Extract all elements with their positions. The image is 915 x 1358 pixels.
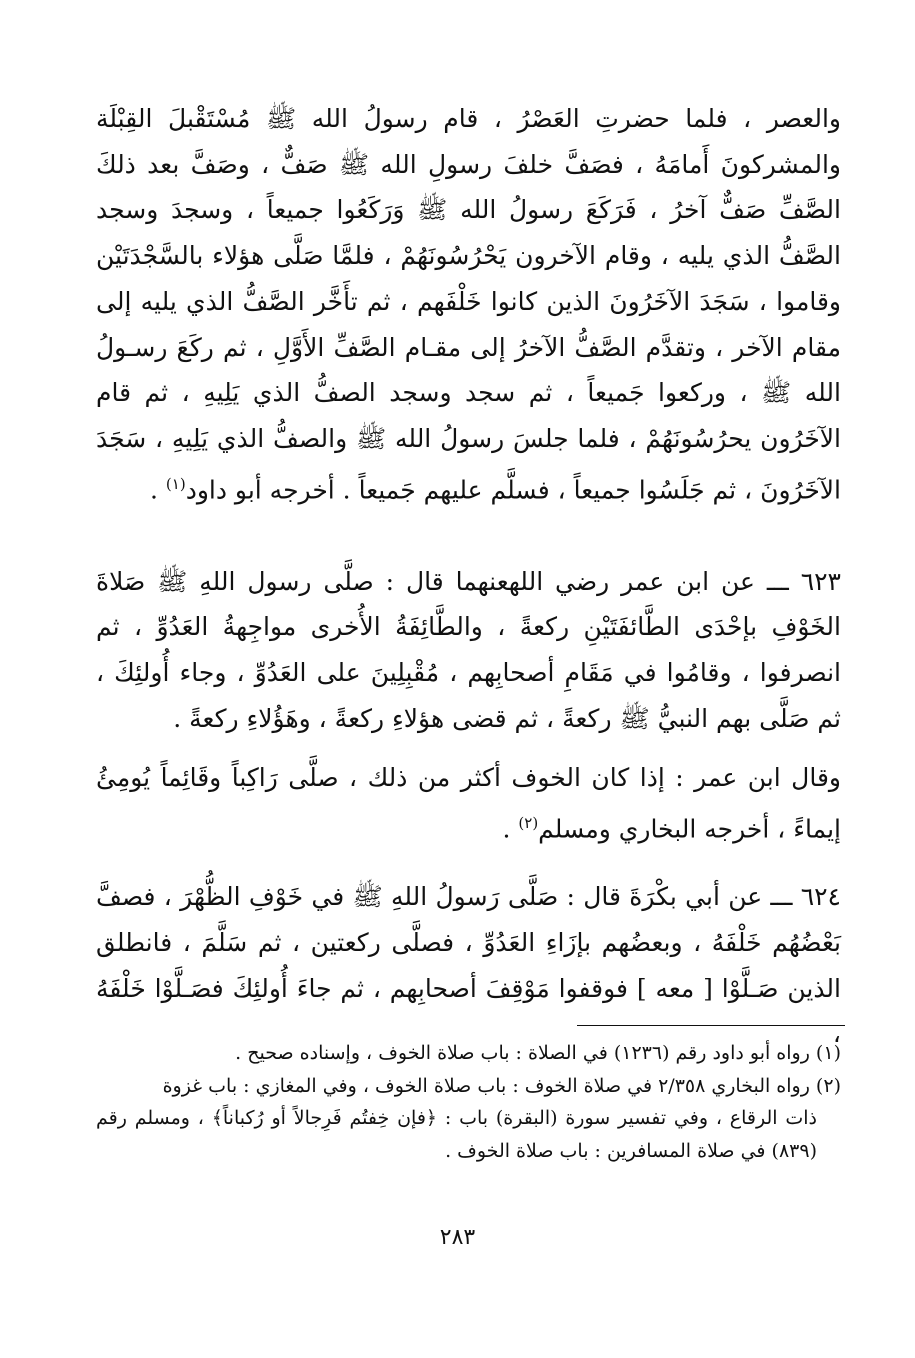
paragraph-1 [96, 96, 841, 513]
spacer [96, 852, 841, 874]
paragraph-ibn-umar-text: وقال ابن عمر : إذا كان الخوف أكثر من ذلك ، صلَّى رَاكِباً وقَائِماً يُومِئُ إيماءً ، أخرجه البخاري ومسلم [96, 763, 841, 844]
footnote-ref-2: (٢) [518, 814, 539, 833]
paragraph-1-end: . [150, 474, 166, 504]
paragraph-ibn-umar-end: . [502, 814, 519, 844]
footnote-separator [577, 1025, 845, 1026]
main-text [96, 96, 841, 1057]
spacer [96, 513, 841, 559]
footnote-1: (١) رواه أبو داود رقم (١٢٣٦) في الصلاة : باب صلاة الخوف ، وإسناده صحيح . [235, 1042, 841, 1064]
spacer [96, 741, 841, 755]
footnote-2-line-1: (٢) رواه البخاري ٢/٣٥٨ في صلاة الخوف : باب صلاة الخوف ، وفي المغازي : باب غزوة [162, 1074, 841, 1097]
footnotes [96, 1037, 841, 1167]
paragraph-1-text: والعصر ، فلما حضرتِ العَصْرُ ، قام رسولُ الله ﷺ مُسْتَقْبلَ القِبْلَة والمشركونَ أَمامَهُ ، فصَفَّ خلفَ رسولِ الله ﷺ صَفٌّ ، وصَفَّ بعد ذلكَ الصَّفِّ صَفٌّ آخرُ ، فَرَكَعَ رسولُ الله ﷺ وَرَكَعُوا جميعاً ، وسجدَ وسجد الصَّفُّ الذي يليه ، وقام الآخرون يَحْرُسُونَهُمْ ، فلمَّا صَلَّى هؤلاء بالسَّجْدَتَيْن وقاموا ، سَجَدَ الآخَرُونَ الذين كانوا خَلْفَهم ، ثم تأَخَّر الصَّفُّ الذي يليه إلى مقام الآخر ، وتقدَّم الصَّفُّ الآخرُ إلى مقـام الصَّفِّ الأَوَّلِ ، ثم ركَعَ رسـولُ الله ﷺ ، وركعوا جَميعاً ، ثم سجد وسجد الصفُّ الذي يَلِيهِ ، ثم قام الآخَرُون يحرُسُونَهُمْ ، فلما جلسَ رسولُ الله ﷺ والصفُّ الذي يَلِيهِ ، سَجَدَ الآخَرُونَ ، ثم جَلَسُوا جميعاً ، فسلَّم عليهم جَميعاً . أخرجه أبو داود [96, 104, 841, 504]
hadith-624: ٦٢٤ ـــ عن أبي بكْرَةَ قال : صَلَّى رَسولُ اللهِ ﷺ في خَوْفِ الظُّهْرَ ، فصفَّ بَعْضُهُم خَلْفَهُ ، وبعضُهم بإزَاءِ العَدُوِّ ، فصلَّى ركعتين ، ثم سَلَّمَ ، فانطلق الذين صَـلَّوْا [ معه ] فوقفوا مَوْقِفَ أصحابِهم ، ثم جاءَ أُولئِكَ فصَـلَّوْا خَلْفَهُ ، [96, 882, 841, 1049]
page-number: ٢٨٣ [439, 1225, 476, 1250]
footnote-2-continued: ذات الرقاع ، وفي تفسير سورة (البقرة) باب : ﴿فإن خِفتُم فَرِجالاً أو رُكباناً﴾ ، ومسلم رقم (٨٣٩) في صلاة المسافرين : باب صلاة الخوف . [96, 1107, 817, 1162]
footnote-ref-1: (١) [165, 474, 186, 493]
paragraph-ibn-umar [96, 755, 841, 852]
hadith-623: ٦٢٣ ـــ عن ابن عمر رضي اللهعنهما قال : صلَّى رسول اللهِ ﷺ صَلاةَ الخَوْفِ بإحْدَى الطَّائفَتَيْنِ ركعةً ، والطَّائِفَةُ الأُخرى مواجِهةُ العَدُوِّ ، ثم انصرفوا ، وقامُوا في مَقَامِ أصحابِهم ، مُقْبِلِينَ على العَدُوِّ ، وجاء أُولئِكَ ، ثم صَلَّى بهم النبيُّ ﷺ ركعةً ، ثم قضى هؤلاءِ ركعةً ، وهَؤُلاءِ ركعةً . [96, 566, 841, 733]
